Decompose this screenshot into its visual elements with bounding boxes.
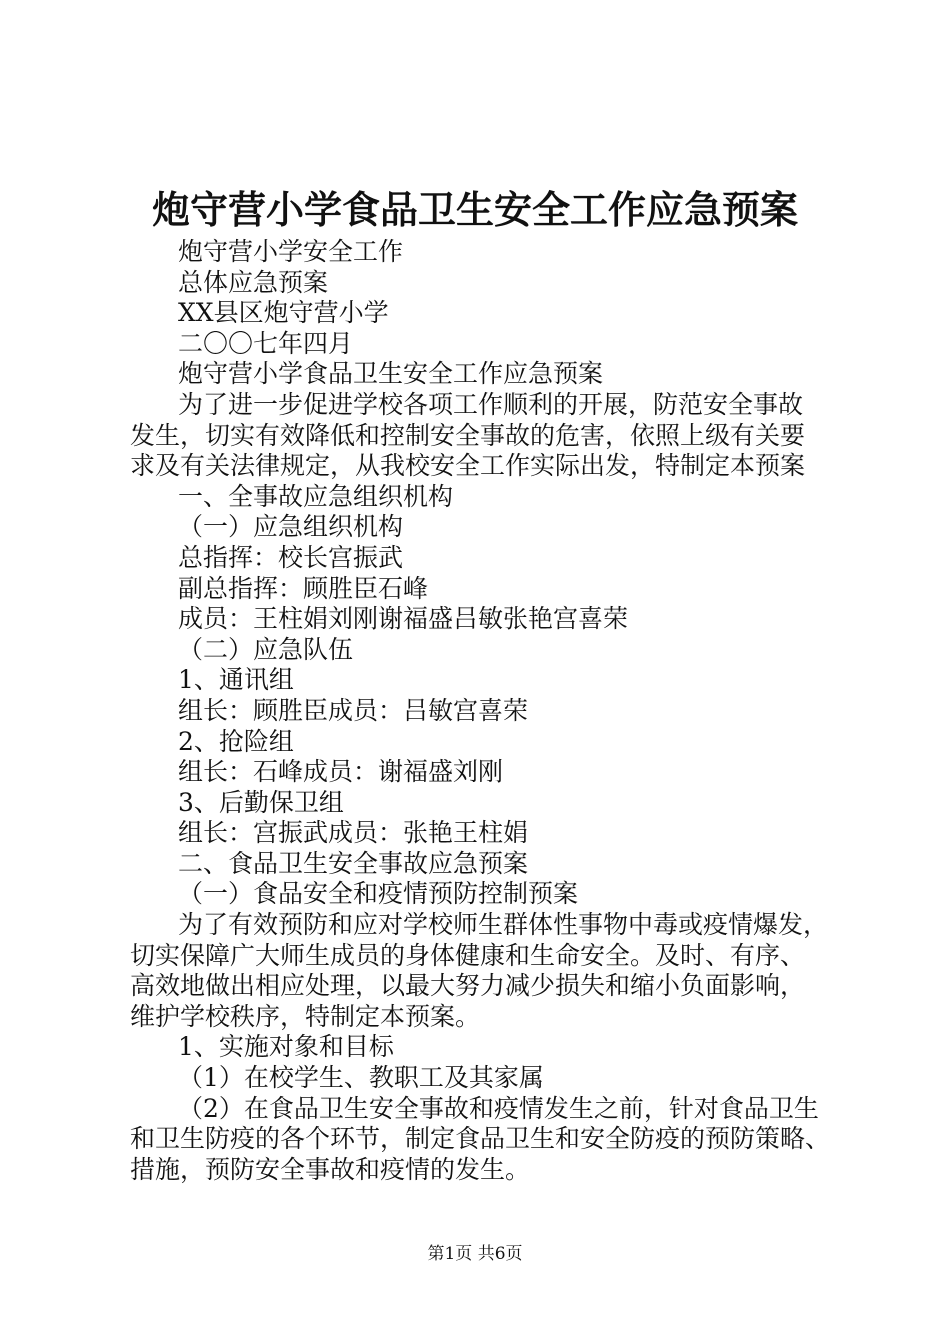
paragraph-line: 求及有关法律规定，从我校安全工作实际出发，特制定本预案	[130, 451, 806, 481]
subsection-heading: （一）应急组织机构	[178, 512, 404, 542]
paragraph-line: 发生，切实有效降低和控制安全事故的危害，依照上级有关要	[130, 420, 806, 450]
paragraph-line: 炮守营小学食品卫生安全工作应急预案	[178, 359, 604, 389]
paragraph-line: XX县区炮守营小学	[178, 298, 389, 328]
paragraph-line: 和卫生防疫的各个环节，制定食品卫生和安全防疫的预防策略、	[130, 1124, 831, 1154]
paragraph-line: 二〇〇七年四月	[178, 328, 354, 358]
paragraph-line: 2、抢险组	[178, 726, 294, 756]
subsection-heading: （一）食品安全和疫情预防控制预案	[178, 879, 579, 909]
paragraph-line: 1、实施对象和目标	[178, 1032, 394, 1062]
paragraph-line: 高效地做出相应处理，以最大努力减少损失和缩小负面影响，	[130, 971, 806, 1001]
paragraph-line: 组长：宫振武成员：张艳王柱娟	[178, 818, 529, 848]
paragraph-line: 为了有效预防和应对学校师生群体性事物中毒或疫情爆发，	[178, 910, 829, 940]
document-title: 炮守营小学食品卫生安全工作应急预案	[151, 187, 798, 232]
paragraph-line: 总指挥：校长宫振武	[178, 542, 404, 572]
paragraph-line: （2）在食品卫生安全事故和疫情发生之前，针对食品卫生	[178, 1093, 819, 1123]
paragraph-line: 切实保障广大师生成员的身体健康和生命安全。及时、有序、	[130, 940, 806, 970]
paragraph-line: （1）在校学生、教职工及其家属	[178, 1063, 544, 1093]
paragraph-line: 总体应急预案	[178, 267, 329, 297]
document-body	[130, 237, 835, 1185]
subsection-heading: （二）应急队伍	[178, 634, 354, 664]
paragraph-line: 3、后勤保卫组	[178, 787, 344, 817]
paragraph-line: 组长：石峰成员：谢福盛刘刚	[178, 757, 504, 787]
section-heading: 二、食品卫生安全事故应急预案	[178, 848, 529, 878]
page-footer: 第1页 共6页	[427, 1244, 523, 1264]
paragraph-line: 副总指挥：顾胜臣石峰	[178, 573, 429, 603]
paragraph-line: 1、通讯组	[178, 665, 294, 695]
paragraph-line: 措施，预防安全事故和疫情的发生。	[130, 1154, 531, 1184]
paragraph-line: 为了进一步促进学校各项工作顺利的开展，防范安全事故	[178, 389, 804, 419]
paragraph-line: 维护学校秩序，特制定本预案。	[130, 1001, 481, 1031]
section-heading: 一、全事故应急组织机构	[178, 481, 454, 511]
paragraph-line: 成员：王柱娟刘刚谢福盛吕敏张艳宫喜荣	[178, 604, 629, 634]
paragraph-line: 炮守营小学安全工作	[178, 237, 404, 266]
paragraph-line: 组长：顾胜臣成员：吕敏宫喜荣	[178, 695, 529, 725]
